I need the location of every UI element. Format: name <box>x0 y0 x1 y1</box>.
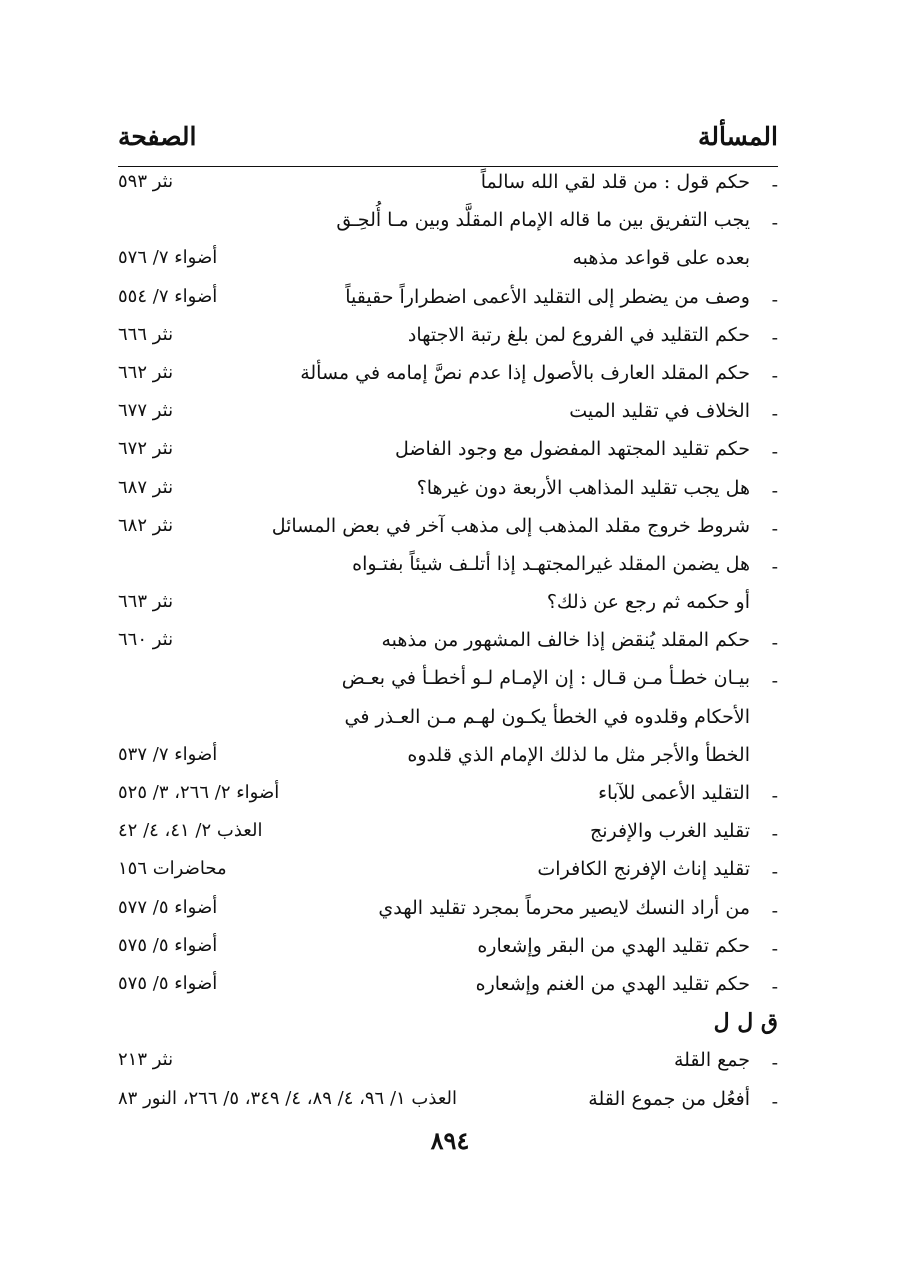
entry-reference: أضواء ٥/ ٥٧٧ <box>118 896 218 918</box>
entry-reference: أضواء ٧/ ٥٧٦ <box>118 247 218 269</box>
entry-bullet: - <box>771 937 778 960</box>
entry-reference: محاضرات ١٥٦ <box>118 858 227 880</box>
entry-text: تقليد إناث الإفرنج الكافرات <box>537 858 750 881</box>
index-entry <box>118 702 778 740</box>
entry-reference: نثر ٦٦٠ <box>118 629 174 651</box>
entry-text: بيـان خطـأ مـن قـال : إن الإمـام لـو أخطـأ في بعـض <box>341 667 750 690</box>
entry-reference: نثر ٦٧٧ <box>118 400 174 422</box>
entry-bullet: - <box>771 288 778 311</box>
entry-text: أو حكمه ثم رجع عن ذلك؟ <box>546 591 750 614</box>
entry-reference: أضواء ٧/ ٥٣٧ <box>118 743 218 765</box>
entry-bullet: - <box>771 785 778 807</box>
entry-text: هل يضمن المقلد غيرالمجتهـد إذا أتلـف شيئاً بفتـواه <box>352 552 750 575</box>
entry-bullet: - <box>771 632 778 655</box>
index-entry <box>118 969 778 1007</box>
entry-text: تقليد الغرب والإفرنج <box>590 820 750 843</box>
index-entry <box>118 511 778 549</box>
index-entry <box>118 663 778 701</box>
entry-reference: نثر ٢١٣ <box>118 1049 174 1071</box>
entry-reference: العذب ٢/ ٤١، ٤/ ٤٢ <box>118 820 263 842</box>
index-entry <box>118 243 778 281</box>
entry-text: حكم المقلد العارف بالأصول إذا عدم نصَّ إمامه في مسألة <box>300 361 750 384</box>
entry-reference: أضواء ٢/ ٢٦٦، ٣/ ٥٢٥ <box>118 782 280 803</box>
entry-text: حكم المقلد يُنقض إذا خالف المشهور من مذهبه <box>381 629 750 652</box>
entry-text: بعده على قواعد مذهبه <box>572 247 750 270</box>
index-entry <box>118 396 778 434</box>
entry-text: التقليد الأعمى للآباء <box>598 782 750 804</box>
entry-bullet: - <box>771 479 778 502</box>
index-entry <box>118 282 778 320</box>
entry-bullet: - <box>771 517 778 540</box>
entry-text: حكم قول : من قلد لقي الله سالماً <box>480 171 750 193</box>
entry-bullet: - <box>771 670 778 693</box>
entry-bullet: - <box>771 975 778 998</box>
index-entry <box>118 893 778 931</box>
entry-reference: العذب ١/ ٩٦، ٤/ ٨٩، ٤/ ٣٤٩، ٥/ ٢٦٦، النور ٨٣ <box>118 1087 457 1109</box>
entry-bullet: - <box>771 441 778 464</box>
index-entry <box>118 816 778 854</box>
index-entry <box>118 587 778 625</box>
entry-text: وصف من يضطر إلى التقليد الأعمى اضطراراً حقيقياً <box>345 285 750 308</box>
index-entry <box>118 778 778 816</box>
index-entry <box>118 854 778 892</box>
entry-reference: نثر ٦٨٧ <box>118 476 174 498</box>
entry-reference: نثر ٦٦٦ <box>118 323 174 345</box>
entry-reference: نثر ٦٨٢ <box>118 514 174 536</box>
entry-text: يجب التفريق بين ما قاله الإمام المقلَّد وبين مـا أُلحِـق <box>336 209 750 232</box>
entry-reference: نثر ٦٦٢ <box>118 361 174 383</box>
entry-reference: أضواء ٧/ ٥٥٤ <box>118 285 218 307</box>
index-entry <box>118 434 778 472</box>
entry-bullet: - <box>771 555 778 578</box>
entry-text: من أراد النسك لايصير محرماً بمجرد تقليد الهدي <box>378 896 750 919</box>
index-entry <box>118 167 778 205</box>
entry-text: حكم تقليد المجتهد المفضول مع وجود الفاضل <box>394 438 750 461</box>
index-entry <box>118 740 778 778</box>
index-entry <box>118 1084 778 1122</box>
entry-bullet: - <box>771 861 778 884</box>
entry-bullet: - <box>771 326 778 349</box>
column-header <box>118 122 778 162</box>
index-entry <box>118 931 778 969</box>
index-entry <box>118 473 778 511</box>
entry-bullet: - <box>771 823 778 846</box>
section-heading-text: ق ل ل <box>713 1009 778 1036</box>
entry-text: حكم تقليد الهدي من الغنم وإشعاره <box>475 972 750 995</box>
entry-text: الخطأ والأجر مثل ما لذلك الإمام الذي قلدوه <box>407 743 750 766</box>
index-entry <box>118 625 778 663</box>
entry-text: هل يجب تقليد المذاهب الأربعة دون غيرها؟ <box>416 476 750 499</box>
entry-text: الأحكام وقلدوه في الخطأ يكـون لهـم مـن العـذر في <box>344 705 750 728</box>
page-number: ٨٩٤ <box>430 1126 470 1155</box>
entry-reference: أضواء ٥/ ٥٧٥ <box>118 972 218 994</box>
index-entry <box>118 358 778 396</box>
entry-bullet: - <box>771 364 778 387</box>
entry-text: الخلاف في تقليد الميت <box>569 400 750 423</box>
entry-text: حكم التقليد في الفروع لمن بلغ رتبة الاجتهاد <box>407 323 750 346</box>
entry-bullet: - <box>771 212 778 235</box>
section-heading <box>118 1007 778 1045</box>
entry-reference: أضواء ٥/ ٥٧٥ <box>118 934 218 956</box>
index-entry <box>118 549 778 587</box>
entry-bullet: - <box>771 1090 778 1113</box>
entry-text: شروط خروج مقلد المذهب إلى مذهب آخر في بعض المسائل <box>271 514 750 537</box>
entry-reference: نثر ٦٧٢ <box>118 438 174 460</box>
entry-text: جمع القلة <box>673 1049 750 1072</box>
header-issue-column: المسألة <box>698 122 778 151</box>
entry-bullet: - <box>771 403 778 426</box>
header-page-column: الصفحة <box>118 122 197 151</box>
index-entry <box>118 1045 778 1083</box>
index-entry <box>118 205 778 243</box>
index-list <box>118 167 778 1122</box>
entry-text: حكم تقليد الهدي من البقر وإشعاره <box>477 934 750 957</box>
entry-text: أفعُل من جموع القلة <box>588 1087 750 1110</box>
entry-reference: نثر ٥٩٣ <box>118 171 174 192</box>
entry-reference: نثر ٦٦٣ <box>118 591 174 613</box>
entry-bullet: - <box>771 174 778 196</box>
index-entry <box>118 320 778 358</box>
entry-bullet: - <box>771 899 778 922</box>
entry-bullet: - <box>771 1052 778 1075</box>
